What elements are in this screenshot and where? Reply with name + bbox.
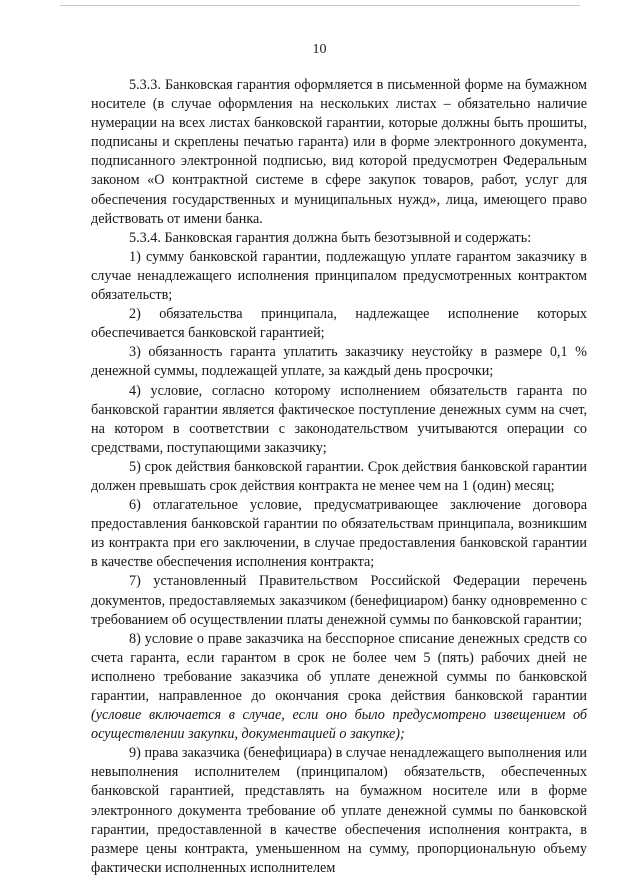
list-item-9: [91, 744, 587, 878]
paragraph-text: 5) срок действия банковской гарантии. Срок действия банковской гарантии должен превышать срок действия контракта не менее чем на 1 (один) месяц;: [91, 458, 587, 494]
paragraph-5-3-3: [91, 76, 587, 229]
paragraph-text: 9) права заказчика (бенефициара) в случае ненадлежащего выполнения или невыполнения исполнителем (принципалом) обязательств, обеспеченных банковской гарантией, представлять на бумажном носителе или в форме электронного документа требование об уплате денежной суммы по банковской гарантии, предоставленной в качестве обеспечения исполнения контракта, в размере цены контракта, уменьшенном на сумму, пропорциональную объему фактически исполненных исполнителем: [91, 745, 587, 876]
scan-edge-line: [60, 5, 580, 6]
list-item-8: [91, 630, 587, 745]
list-item-2: [91, 305, 587, 343]
paragraph-text: 2) обязательства принципала, надлежащее исполнение которых обеспечивается банковской гарантией;: [91, 306, 587, 342]
paragraph-text: 6) отлагательное условие, предусматривающее заключение договора предоставления банковской гарантии по обязательствам принципала, возникшим из контракта при его заключении, в случае предоставления банковской гарантии в качестве обеспечения исполнения контракта;: [91, 497, 587, 571]
list-item-4: [91, 382, 587, 458]
paragraph-text: 5.3.4. Банковская гарантия должна быть безотзывной и содержать:: [129, 229, 532, 246]
paragraph-text: 7) установленный Правительством Российской Федерации перечень документов, предоставляемых заказчиком (бенефициаром) банку одновременно с требованием об осуществлении платы денежной суммы по банковской гарантии;: [91, 573, 587, 628]
paragraph-5-3-4: [91, 229, 587, 248]
list-item-3: [91, 343, 587, 381]
paragraph-text: 1) сумму банковской гарантии, подлежащую уплате гарантом заказчику в случае ненадлежащего исполнения принципалом предусмотренных контрактом обязательств;: [91, 248, 587, 304]
paragraph-text: 5.3.3. Банковская гарантия оформляется в письменной форме на бумажном носителе (в случае оформления на нескольких листах – обязательно наличие нумерации на всех листах банковской гарантии, которые должны быть прошиты, подписаны и скреплены печатью гаранта) или в форме электронного документа, подписанного электронной подписью, вид которой предусмотрен Федеральным законом «О контрактной системе в сфере закупок товаров, работ, услуг для обеспечения государственных и муниципальных нужд», лица, имеющего право действовать от имени банка.: [91, 77, 587, 227]
document-body: [91, 76, 587, 878]
list-item-1: [91, 248, 587, 305]
paragraph-text: 3) обязанность гаранта уплатить заказчику неустойку в размере 0,1 % денежной суммы, подлежащей уплате, за каждый день просрочки;: [91, 344, 587, 380]
list-item-6: [91, 496, 587, 572]
paragraph-text: 4) условие, согласно которому исполнением обязательств гаранта по банковской гарантии является фактическое поступление денежных сумм на счет, на котором в соответствии с законодательством учитываются операции со средствами, поступающими заказчику;: [91, 382, 587, 456]
list-item-7: [91, 572, 587, 629]
paragraph-text: 8) условие о праве заказчика на бесспорное списание денежных средств со счета гаранта, если гарантом в срок не более чем 5 (пять) рабочих дней не исполнено требование заказчика об уплате денежной суммы по банковской гарантии, направленное до окончания срока действия банковской гарантии: [91, 630, 587, 704]
list-item-5: [91, 458, 587, 496]
italic-condition-note: (условие включается в случае, если оно было предусмотрено извещением об осуществлении закупки, документацией о закупке);: [91, 707, 587, 743]
page-number: 10: [312, 42, 327, 57]
